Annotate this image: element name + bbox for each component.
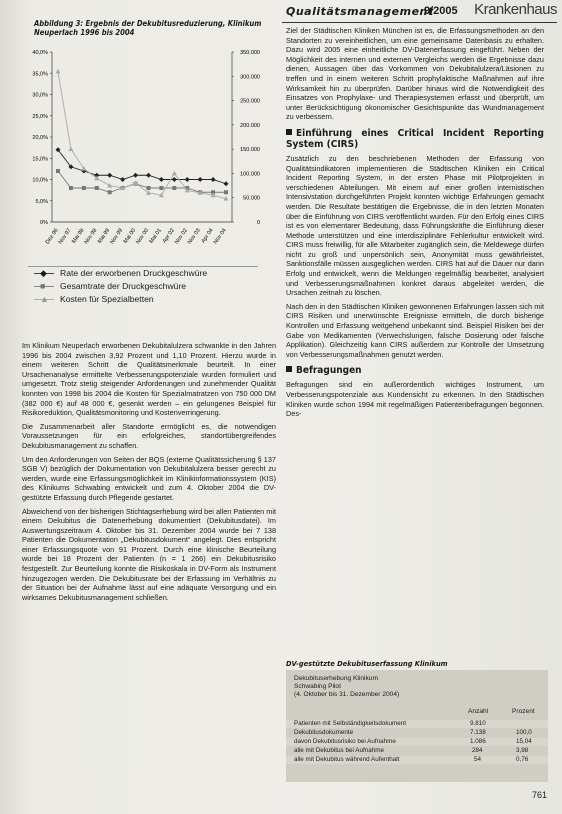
legend-label: Kosten für Spezialbetten xyxy=(60,294,154,304)
y-tick-label: 0% xyxy=(40,220,48,226)
column-header-prozent: Prozent xyxy=(512,708,535,715)
table-header: Dekubituserhebung Klinikum Schwabing Pilot (4. Oktober bis 31. Dezember 2004) xyxy=(294,675,400,698)
data-table xyxy=(286,670,548,782)
data-point xyxy=(107,173,112,178)
x-tick-label: Dez 96 xyxy=(44,227,60,246)
triangle-marker-icon: ▲ xyxy=(40,294,49,304)
y2-tick-label: 100.000 xyxy=(240,171,260,178)
y-tick-label: 30,0% xyxy=(32,92,48,99)
data-point xyxy=(120,177,125,182)
data-point xyxy=(56,69,61,74)
data-point xyxy=(146,190,151,195)
data-point xyxy=(185,177,190,182)
legend-item-acquired xyxy=(28,267,258,280)
x-tick-label: Mai 00 xyxy=(122,227,138,245)
data-point xyxy=(159,177,164,182)
left-column xyxy=(22,341,276,606)
issue-number: 9/2005 xyxy=(424,5,458,17)
table-row: Dekubitusdokumente 7.138 100,0 xyxy=(294,729,532,736)
table-title: DV-gestützte Dekubituserfassung Klinikum xyxy=(286,659,448,668)
table-row: Patienten mit Selbständigkeitsdokument 9.810 xyxy=(286,720,548,728)
y-tick-label: 15,0% xyxy=(32,156,48,163)
paragraph: Befragungen sind ein außerordentlich wichtiges Instrument, um Verbesserungspotenziale aus Kundensicht zu erkennen. In den Städtischen Kliniken wurde schon 1994 mit regelmäßigen Patientenbefragungen begonnen. Des- xyxy=(286,380,544,419)
chart-legend xyxy=(28,266,258,306)
x-tick-label: Nov 02 xyxy=(173,227,189,246)
data-point xyxy=(172,177,177,182)
data-point xyxy=(56,169,60,173)
x-tick-label: Mai 98 xyxy=(71,227,86,245)
paragraph: Nach den in den Städtischen Kliniken gewonnenen Erfahrungen lassen sich mit CIRS Risiken und unerwünschte Ereignisse ermitteln, die durch bisherige Kontrollen und Erfassung weitgehend unbekannt sind. Beispiel Risiken bei der Gabe von Medikamenten (Verwechslungen, falsche Dosierung oder falsche Applikation). Gleichzeitig kann CIRS außerdem zur Kontrolle der Umsetzung von Verbesserungsmaßnahmen genutzt werden. xyxy=(286,301,544,359)
table-row: alle mit Dekubitus bei Aufnahme 284 3,98 xyxy=(294,747,529,754)
paragraph: Ziel der Städtischen Kliniken München ist es, die Erfassungsmethoden an den Standorten zu vereinheitlichen, um eine gemeinsame Datenbasis zu erhalten. Dazu wird 2005 eine einheitliche DV-Datenerfassung eingeführt. Neben der Möglichkeit des internen und externen Vergleichs werden die Ergebnisse dazu dienen, Aussagen über das Vorkommen von Dekubitalulzera/Läsionen zu treffen und in einem weiteren Schritt prophylaktische Maßnahmen auf ihre Wirksamkeit hin zu überprüfen. Darüber hinaus wird die Notwendigkeit des Einsatzes von Prophylaxe- und Therapiesystemen erfasst und überprüft, um unter Berücksichtigung ökonomischer Gesichtspunkte das Wundmanagement zu verbessern. xyxy=(286,26,544,122)
y-tick-label: 40,0% xyxy=(32,50,48,56)
paragraph: Abweichend von der bisherigen Stichtagserhebung wird bei allen Patienten mit einem Dekubitus die Datenerhebung dokumentiert (Dekubitusdatei). Im Auswertungszeitraum 4. Oktober bis 31. Dezember 2004 wurde bei 7 138 Patienten die Dokumentation „Dekubitusdokument“ angelegt. Dies entspricht einer Erfassungsquote von 91 Prozent. Durch eine klinische Beurteilung wurde bei 18 Prozent der Patienten (n = 1 266) ein Dekubitusrisiko festgestellt. Zur Beurteilung konnte die Risikoskala in DV-Form als Instrument hinzugezogen werden. Die Dekubitusrate bei der Erfassung im Verhältnis zu der Situation bei der Aufnahme lässt auf eine adäquate Versorgung und ein wirksames Dekubitusmanagement schließen. xyxy=(22,506,276,602)
data-point xyxy=(224,181,229,186)
y-tick-label: 5,0% xyxy=(35,198,48,205)
paragraph: Um den Anforderungen von Seiten der BQS (externe Qualitätssicherung § 137 SGB V) bezüglich der Dokumentation von Dekubitalulzera besser gerecht zu werden, wurde eine Erfassungsmöglichkeit im Klinikinformationssystem (KIS) des Klinikums Schwabing entwickelt und zum 4. Oktober 2004 die DV-gestützte Erfassung durch Pflegende gestartet. xyxy=(22,454,276,502)
legend-item-total xyxy=(28,280,258,293)
y2-tick-label: 200.000 xyxy=(240,122,260,129)
x-tick-label: Nov 98 xyxy=(83,227,99,246)
right-column xyxy=(286,26,544,423)
figure-caption: Abbildung 3: Ergebnis der Dekubitusreduzierung, Klinikum Neuperlach 1996 bis 2004 xyxy=(34,19,262,37)
table-row: alle mit Dekubitus während Aufenthalt 54 0,76 xyxy=(286,756,548,764)
legend-label: Rate der erworbenen Druckgeschwüre xyxy=(60,268,208,278)
y-tick-label: 25,0% xyxy=(32,113,48,120)
paragraph: Die Zusammenarbeit aller Standorte ermöglicht es, die notwendigen Voraussetzungen für ein erfolgreiches, standortübergreifendes Dekubitusmanagement zu schaffen. xyxy=(22,421,276,450)
legend-item-costs xyxy=(28,293,258,306)
x-tick-label: Apr 04 xyxy=(200,227,215,245)
brand-logo: Krankenhaus xyxy=(474,1,557,18)
section-heading-cirs: Einführung eines Critical Incident Reporting System (CIRS) xyxy=(286,127,544,150)
x-tick-label: Mai 01 xyxy=(148,227,164,245)
data-point xyxy=(69,186,73,190)
data-point xyxy=(198,177,203,182)
x-tick-label: Nov 97 xyxy=(57,227,73,246)
y2-tick-label: 0 xyxy=(256,220,260,226)
x-tick-label: Nov 03 xyxy=(186,227,202,246)
square-marker-icon: ■ xyxy=(40,281,46,291)
y-tick-label: 10,0% xyxy=(32,177,48,184)
y-tick-label: 20,0% xyxy=(32,135,48,141)
data-point xyxy=(95,186,99,190)
column-header-anzahl: Anzahl xyxy=(468,708,489,715)
magazine-section-title: Qualitätsmanagement xyxy=(286,5,434,18)
y2-tick-label: 50.000 xyxy=(243,195,260,202)
data-point xyxy=(107,183,112,188)
x-tick-label: Nov 00 xyxy=(135,227,151,246)
data-point xyxy=(94,176,99,181)
paragraph: Im Klinikum Neuperlach erworbenen Dekubitalulzera schwankte in den Jahren 1996 bis 2004 zwischen 3,92 Prozent und 1,10 Prozent. Hierzu wurde in einem weiteren Schritt die Qualitätsmerkmale beurteilt. In einer Ursachenanalyse ermittelte Verbesserungspotenziale wurden formuliert und umgesetzt. Trotz stetig steigender Anforderungen und zunehmender Qualität konnten von 1998 bis 2004 die Kosten für Spezialmatratzen von 750 000 DM (382 000 €) auf 48 000 €, gesenkt werden – ein gelungenes Beispiel für Risikoreduktion, Qualitätsmonitoring und Kostenverringerung. xyxy=(22,341,276,418)
y2-tick-label: 250.000 xyxy=(240,98,260,105)
data-point xyxy=(82,186,86,190)
x-tick-label: Nov 99 xyxy=(109,227,125,246)
x-tick-label: Nov 04 xyxy=(212,227,228,246)
data-point xyxy=(146,186,150,190)
data-point xyxy=(146,173,151,178)
data-point xyxy=(159,186,163,190)
page-header xyxy=(282,1,557,23)
y-tick-label: 35,0% xyxy=(32,71,48,78)
legend-label: Gesamtrate der Druckgeschwüre xyxy=(60,281,187,291)
paragraph: Zusätzlich zu den beschriebenen Methoden der Erfassung von Qualitätsindikatoren implementieren die Städtischen Kliniken ein Critical Incident Reporting System, in der ersten Phase mit Pilotprojekten in verschiedenen Abteilungen. Mit einem auf einer großen internistischen Intensivstation durchgeführten Projekt konnten wichtige Erfahrungen gemacht werden. Die Resultate bestätigen die Ergebnisse, die in den letzten Monaten über die Einführung von CIRS veröffentlicht wurden. Für den Erfolg eines CIRS ist es von elementarer Bedeutung, dass Führungskräfte die Einführung dieser Methode unterstützen und eine interdisziplinäre Fehlerkultur entwickelt wird. CIRS muss freiwillig, für alle Mitarbeiter zugänglich sein, die Meldewege dürfen nicht zu groß und unpersönlich sein, Anonymität muss gewährleistet, Sanktionsfälle müssen ausgeglichen werden. CIRS hat auf die Dauer nur dann Erfolg und entwickelt, wenn die Meldungen regelmäßig bearbeitet, analysiert und Verbesserungsmaßnahmen konkret daraus abgeleitet werden, die Ursachen zeitnah zu löschen. xyxy=(286,153,544,298)
pressure-ulcer-chart xyxy=(22,44,280,274)
table-row: davon Dekubitusrisiko bei Aufnahme 1.086 15,04 xyxy=(286,738,548,746)
data-point xyxy=(172,186,176,190)
square-bullet-icon xyxy=(286,129,292,135)
data-point xyxy=(172,171,177,176)
data-point xyxy=(211,177,216,182)
y2-tick-label: 150.000 xyxy=(240,147,260,154)
data-point xyxy=(108,190,112,194)
page-number: 761 xyxy=(532,790,548,800)
section-heading-befragungen: Befragungen xyxy=(286,365,544,376)
data-point xyxy=(68,146,73,151)
x-tick-label: Apr 02 xyxy=(161,227,176,245)
diamond-marker-icon: ◆ xyxy=(40,268,47,278)
square-bullet-icon xyxy=(286,366,292,372)
y2-tick-label: 350.000 xyxy=(240,50,260,56)
x-tick-label: Mai 99 xyxy=(96,227,112,245)
data-point xyxy=(133,173,138,178)
y2-tick-label: 300.000 xyxy=(240,74,260,81)
data-point xyxy=(224,190,228,194)
